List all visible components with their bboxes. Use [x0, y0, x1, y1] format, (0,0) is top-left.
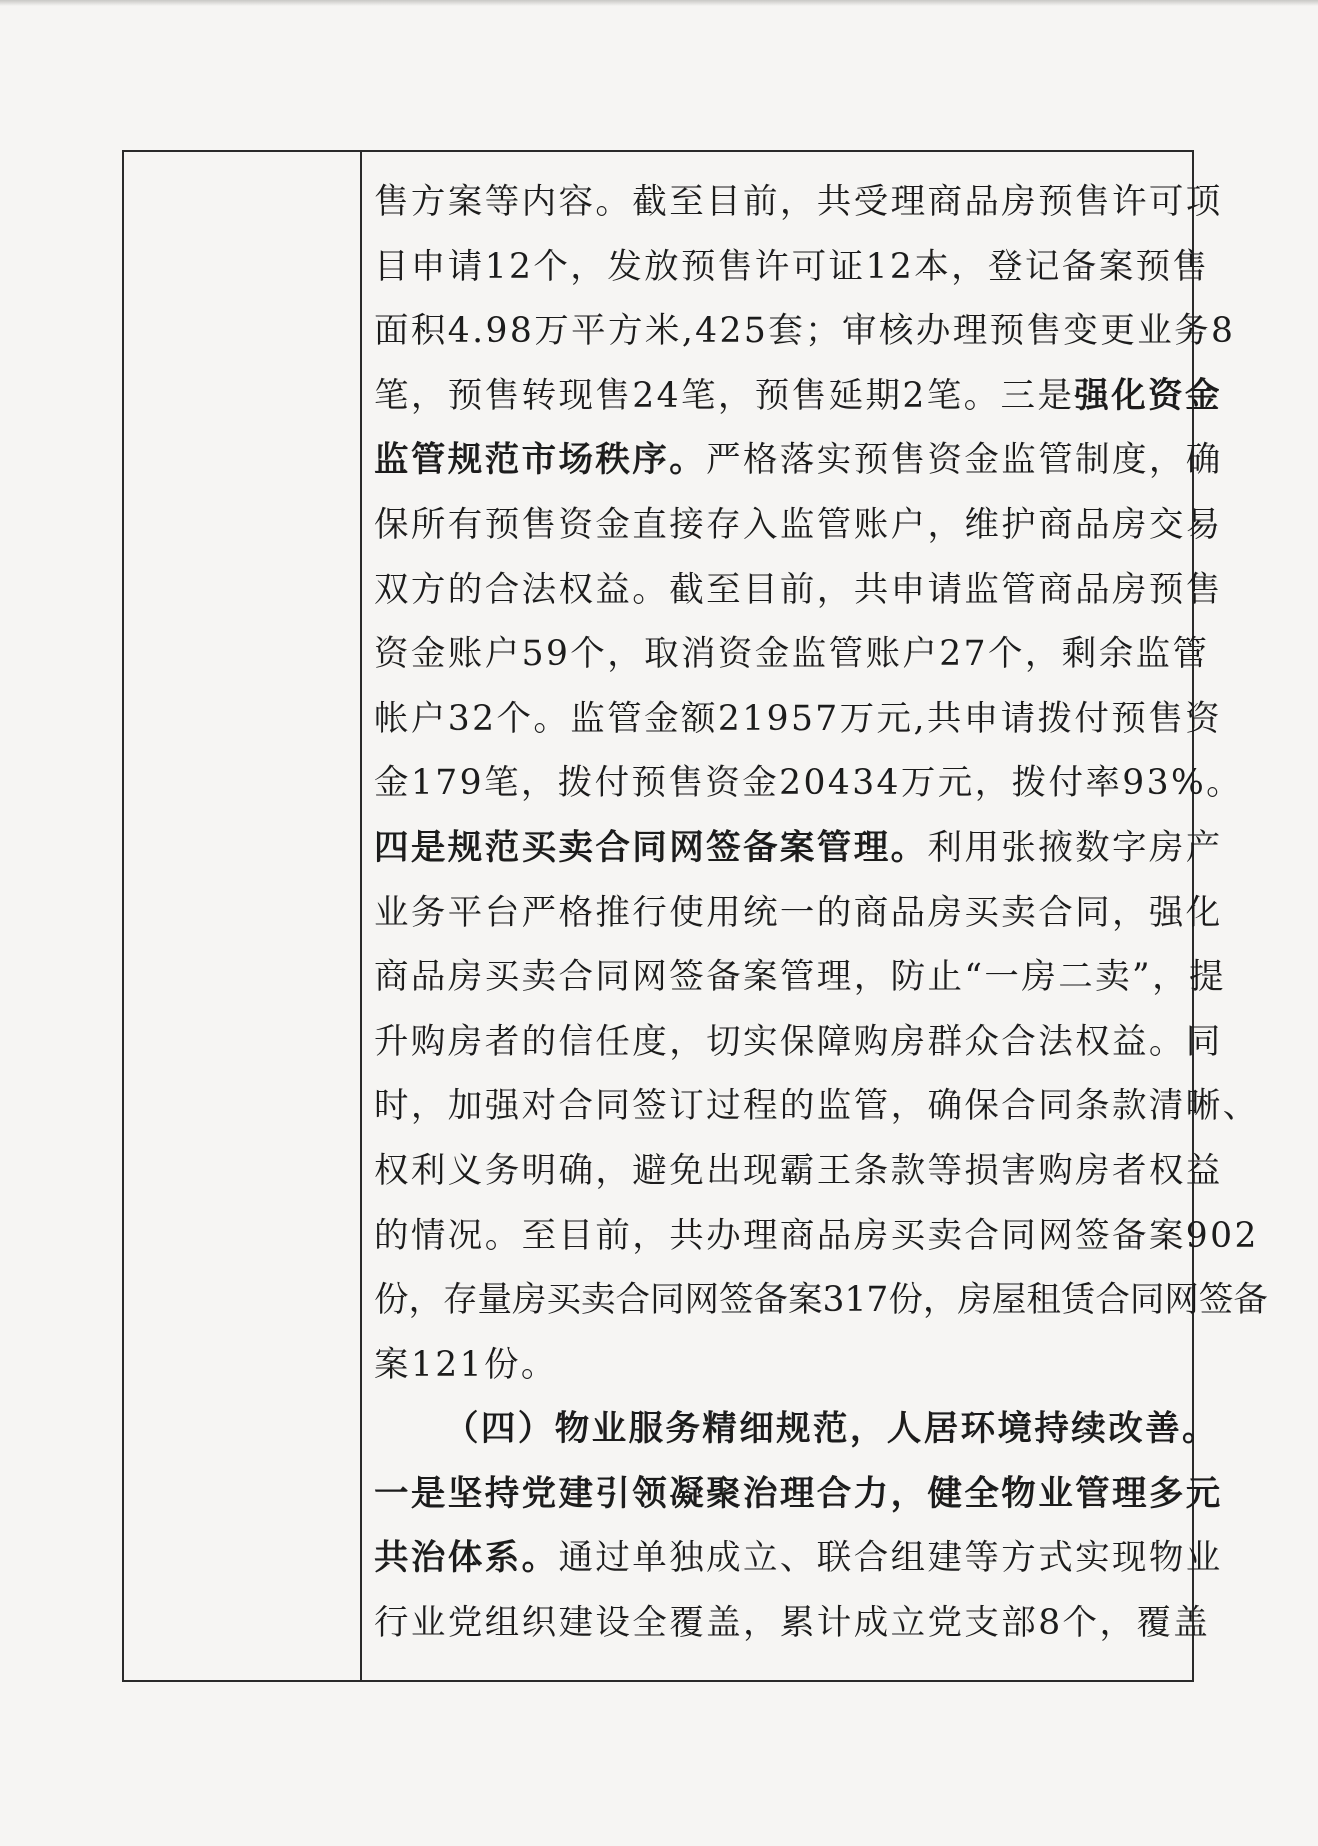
document-body [374, 170, 1268, 1656]
section-heading-inline: 一是坚持党建引领凝聚治理合力，健全物业管理多元 [374, 1473, 1223, 1514]
body-line: 资金账户59个，取消资金监管账户27个，剩余监管 [374, 634, 1210, 675]
section-heading-inline: 监管规范市场秩序。 [374, 440, 707, 481]
form-table-column-divider [360, 150, 362, 1682]
body-line: 面积4.98万平方米,425套；审核办理预售变更业务8 [374, 311, 1236, 352]
subsection-title: （四）物业服务精细规范，人居环境持续改善。 [444, 1409, 1219, 1450]
body-line: 保所有预售资金直接存入监管账户，维护商品房交易 [374, 504, 1223, 545]
body-line: 商品房买卖合同网签备案管理，防止“一房二卖”，提 [374, 957, 1226, 998]
body-line: 双方的合法权益。截至目前，共申请监管商品房预售 [374, 569, 1223, 610]
body-line: 帐户32个。监管金额21957万元,共申请拨付预售资 [374, 698, 1223, 739]
body-line: 业务平台严格推行使用统一的商品房买卖合同，强化 [374, 892, 1223, 933]
body-line: 份，存量房买卖合同网签备案317份，房屋租赁合同网签备 [374, 1280, 1268, 1321]
body-line: 金179笔，拨付预售资金20434万元，拨付率93%。 [374, 763, 1244, 804]
body-line: 四是规范买卖合同网签备案管理。利用张掖数字房产 [374, 827, 1223, 868]
body-line: 的情况。至目前，共办理商品房买卖合同网签备案902 [374, 1215, 1259, 1256]
body-line: 监管规范市场秩序。严格落实预售资金监管制度，确 [374, 440, 1223, 481]
section-heading-inline: 共治体系。 [374, 1538, 559, 1579]
body-line: 笔，预售转现售24笔，预售延期2笔。三是强化资金 [374, 375, 1222, 416]
body-line: 权利义务明确，避免出现霸王条款等损害购房者权益 [374, 1150, 1223, 1191]
body-line: 目申请12个，发放预售许可证12本，登记备案预售 [374, 246, 1210, 287]
body-line: 时，加强对合同签订过程的监管，确保合同条款清晰、 [374, 1086, 1260, 1127]
scan-top-edge [0, 0, 1318, 6]
section-heading-inline: 强化资金 [1074, 375, 1222, 416]
section-heading-inline: 四是规范买卖合同网签备案管理。 [374, 827, 928, 868]
body-line: 升购房者的信任度，切实保障购房群众合法权益。同 [374, 1021, 1223, 1062]
body-line [374, 1462, 1223, 1527]
body-line: 行业党组织建设全覆盖，累计成立党支部8个，覆盖 [374, 1603, 1211, 1644]
body-line: 案121份。 [374, 1344, 558, 1385]
body-line: 共治体系。通过单独成立、联合组建等方式实现物业 [374, 1538, 1223, 1579]
body-line: 售方案等内容。截至目前，共受理商品房预售许可项 [374, 182, 1223, 222]
